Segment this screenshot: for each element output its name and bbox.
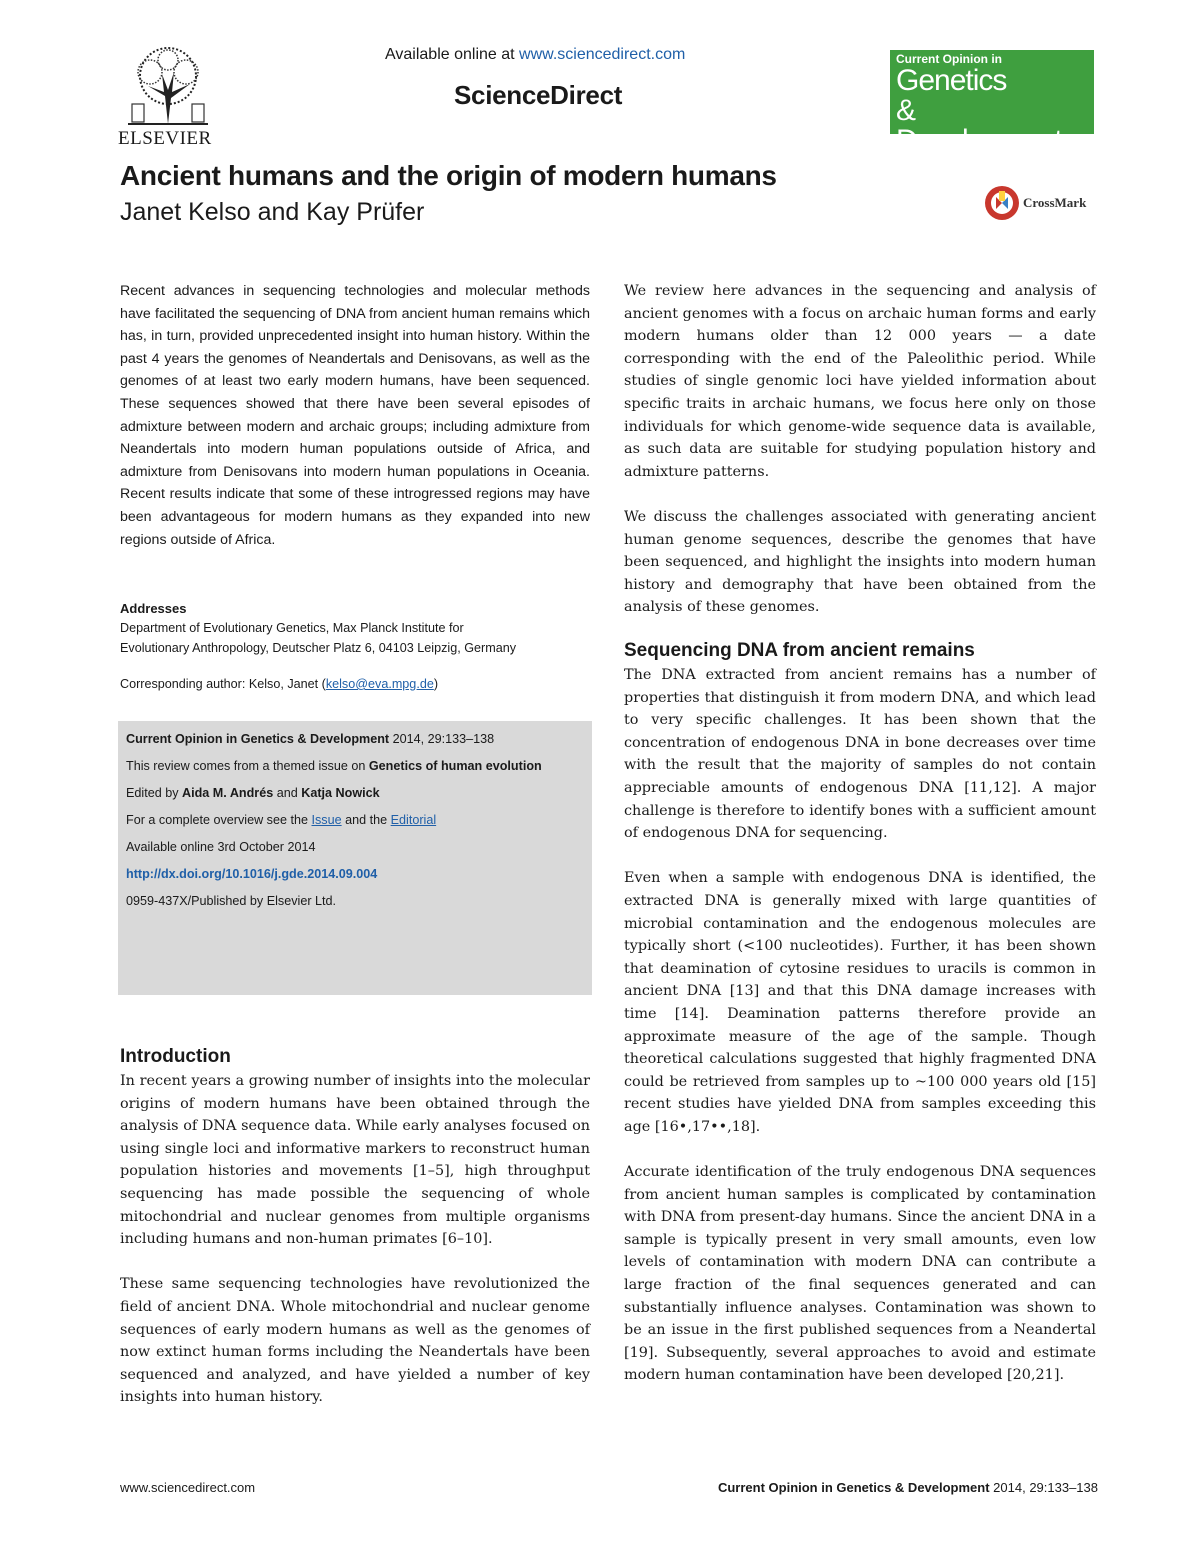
infobox-editors — [126, 784, 584, 803]
sequencing-paragraph-2: Even when a sample with endogenous DNA is identified, the extracted DNA is generally mixed with large quantities of microbial contamination and the endogenous molecules are typically short (<100 nucleotides). Further, it has been shown that deamination of cytosine residues to uracils is common in ancient DNA [13] and that this DNA damage increases with time [14]. Deamination patterns therefore provide an approximate measure of the age of the sample. Though theoretical calculations suggested that highly fragmented DNA could be retrieved from samples up to ~100 000 years old [15] recent studies have yielded DNA from samples exceeding this age [16•,17••,18]. — [624, 870, 1096, 1135]
corresponding-label: Corresponding author: Kelso, Janet ( — [120, 677, 326, 691]
available-online-label: Available online at — [385, 46, 520, 63]
introduction-text — [120, 1070, 590, 1432]
addresses-heading: Addresses — [120, 601, 187, 616]
footer-journal: Current Opinion in Genetics & Development — [717, 1480, 990, 1495]
article-authors: Janet Kelso and Kay Prüfer — [120, 198, 425, 226]
footer-citation-numbers: 2014, 29:133–138 — [989, 1480, 1098, 1495]
sequencing-text — [624, 664, 1096, 1410]
editorial-link[interactable]: Editorial — [390, 813, 437, 827]
corresponding-author — [120, 677, 438, 691]
review-scope-paragraph-1: We review here advances in the sequencing and analysis of ancient genomes with a focus on archaic human forms and early modern humans older than 12 000 years — a date corresponding with the end of the Paleolithic period. While studies of single genomic loci have yielded information about specific traits in archaic humans, we focus here only on those individuals for which genome-wide sequence data is available, as such data are suitable for studying population history and admixture patterns. — [624, 283, 1096, 480]
footer-url: www.sciencedirect.com — [120, 1480, 256, 1495]
infobox-edited-label: Edited by — [126, 786, 183, 800]
footer-citation — [718, 1480, 1098, 1495]
introduction-paragraph-1: In recent years a growing number of insights into the molecular origins of modern humans have been obtained through the analysis of DNA sequence data. While early analyses focused on using single loci and informative markers to reconstruct human population histories and movements [1–5], high throughput sequencing has made possible the sequencing of whole mitochondrial and nuclear genomes from multiple organisms including humans and non-human primates [6–10]. — [120, 1073, 590, 1248]
publisher-name: ELSEVIER — [118, 128, 212, 149]
infobox-overview-mid: and the — [341, 813, 391, 827]
infobox-citation-numbers: 2014, 29:133–138 — [389, 732, 495, 746]
infobox-theme-label: This review comes from a themed issue on — [126, 759, 369, 773]
address-line-1: Department of Evolutionary Genetics, Max Planck Institute for — [120, 621, 464, 635]
platform-name: ScienceDirect — [454, 80, 623, 110]
infobox-overview — [126, 811, 584, 830]
infobox-journal: Current Opinion in Genetics & Development — [126, 732, 390, 746]
infobox-overview-label: For a complete overview see the — [126, 813, 312, 827]
journal-badge-line1: Genetics — [896, 64, 1007, 97]
review-scope-paragraph-2: We discuss the challenges associated with generating ancient human genome sequences, describe the genomes that have been sequenced, and highlight the insights into modern human history and demography that have been obtained from the analysis of these genomes. — [624, 508, 1096, 616]
available-online-line — [385, 46, 685, 64]
crossmark-label: CrossMark — [1023, 195, 1087, 210]
sciencedirect-url-link[interactable]: www.sciencedirect.com — [519, 46, 686, 63]
infobox-copyright: 0959-437X/Published by Elsevier Ltd. — [126, 894, 337, 908]
crossmark-button[interactable] — [983, 182, 1098, 224]
infobox-available: Available online 3rd October 2014 — [126, 840, 316, 854]
abstract: Recent advances in sequencing technologies and molecular methods have facilitated the sequencing of DNA from ancient human remains which has, in turn, provided unprecedented insight into human history. Within the past 4 years the genomes of Neandertals and Denisovans, as well as the genomes of at least two early modern humans, have been sequenced. These sequences showed that there have been several episodes of admixture between modern and archaic groups; including admixture from Neandertals into modern human populations outside of Africa, and admixture from Denisovans into modern human populations in Oceania. Recent results indicate that some of these introgressed regions may have been advantageous for modern humans as they expanded into new regions outside of Africa. — [120, 283, 590, 548]
journal-badge-line2: & Development — [896, 94, 1062, 157]
introduction-paragraph-2: These same sequencing technologies have revolutionized the field of ancient DNA. Whole mitochondrial and nuclear genome sequences of early modern humans as well as the genomes of now extinct human forms including the Neandertals have been sequenced and analyzed, and have yielded a number of key insights into human history. — [120, 1276, 590, 1406]
address-line-2: Evolutionary Anthropology, Deutscher Platz 6, 04103 Leipzig, Germany — [120, 640, 516, 655]
infobox-editor-1: Aida M. Andrés — [182, 786, 274, 800]
infobox-theme-name: Genetics of human evolution — [368, 759, 542, 773]
journal-badge — [890, 50, 1094, 157]
corresponding-email-link[interactable]: kelso@eva.mpg.de — [325, 677, 434, 691]
doi-link[interactable]: http://dx.doi.org/10.1016/j.gde.2014.09.004 — [126, 867, 378, 881]
sequencing-heading: Sequencing DNA from ancient remains — [624, 640, 975, 661]
sequencing-paragraph-1: The DNA extracted from ancient remains has a number of properties that distinguish it from modern DNA, and which lead to very specific challenges. It has been shown that the concentration of endogenous DNA in bone decreases over time with the result that the majority of samples do not contain appreciable amounts of endogenous DNA [11,12]. A major challenge is therefore to identify bones with a sufficient amount of endogenous DNA for sequencing. — [624, 667, 1096, 842]
journal-badge-small: Current Opinion in — [896, 52, 1002, 66]
issue-link[interactable]: Issue — [311, 813, 342, 827]
corresponding-close: ) — [433, 677, 439, 691]
article-title: Ancient humans and the origin of modern humans — [120, 160, 777, 191]
introduction-heading: Introduction — [120, 1046, 231, 1067]
infobox-theme — [126, 757, 584, 776]
article-info-box — [118, 721, 592, 995]
infobox-citation — [126, 730, 584, 749]
sequencing-paragraph-3: Accurate identification of the truly endogenous DNA sequences from ancient human samples is complicated by contamination with DNA from present-day humans. Since the ancient DNA in a sample is typically present in very small amounts, even low levels of contamination with modern DNA can contribute a large fraction of the final sequences generated and can substantially influence analyses. Contamination was shown to be an issue in the first published sequences from a Neandertal [19]. Subsequently, several approaches to avoid and estimate modern human contamination have been developed [20,21]. — [624, 1164, 1096, 1384]
review-scope-text — [624, 280, 1096, 642]
infobox-editor-2: Katja Nowick — [301, 786, 380, 800]
infobox-edited-and: and — [273, 786, 302, 800]
addresses-body — [120, 619, 595, 658]
